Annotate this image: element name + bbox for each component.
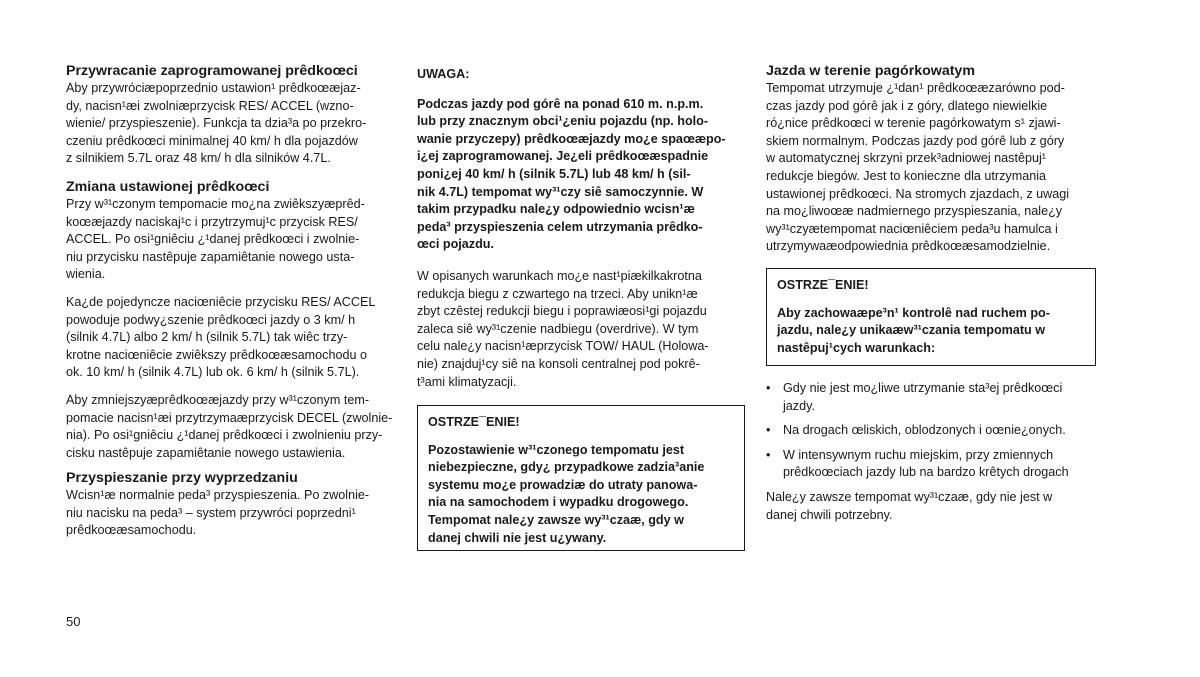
paragraph-decrease-speed: Aby zmniejszyæprêdkoœæjazdy przy w³¹czonym tem- pomacie nacisn¹æi przytrzymaæprzycisk DECEL (zwolnie- nia). Po osi¹gniêciu ¿¹danej prêdkoœci i zwolnieniu przy- cisku nastêpuje zapamiêtanie nowego ustawienia. (66, 392, 393, 460)
page-number: 50 (66, 614, 81, 629)
warning-text: Pozostawienie w³¹czonego tempomatu jest niebezpieczne, gdy¿ przypadkowe zadzia³anie systemu mo¿e prowadziæ do utraty panowa- nia na samochodem i wypadku drogowego. Tempomat nale¿y zawsze wy³¹czaæ, gdy w danej chwili nie jest u¿ywany. (428, 442, 705, 545)
warning-box (417, 405, 745, 551)
note-text: Podczas jazdy pod górê na ponad 610 m. n.p.m. lub przy znacznym obci¹¿eniu pojazdu (np. holo- wanie przyczepy) prêdkoœæjazdy mo¿e spaœæpo- i¿ej zaprogramowanej. Je¿eli prêdkoœæspadnie poni¿ej 40 km/ h (silnik 5.7L) lub 48 km/ h (sil- nik 4.7L) tempomat wy³¹czy siê samoczynnie. W takim przypadku nale¿y odpowiednio wcisn¹æ peda³ przyspieszenia celem utrzymania prêdko- œci pojazdu. (417, 96, 726, 252)
list-item: • W intensywnym ruchu miejskim, przy zmiennych prêdkoœciach jazdy lub na bardzo krêtych drogach (766, 447, 1069, 480)
warning-title-conditions: OSTRZE¯ENIE! (777, 277, 869, 292)
paragraph-increment-speed: Ka¿de pojedyncze naciœniêcie przycisku RES/ ACCEL powoduje podwy¿szenie prêdkoœci jazdy o 3 km/ h (silnik 4.7L) albo 2 km/ h (silnik 5.7L) tak wiêc trzy- krotne naciœniêcie zwiêkszy prêdkoœæsamochodu o ok. 10 km/ h (silnik 4.7L) lub ok. 6 km/ h (silnik 5.7L). (66, 294, 376, 380)
paragraph-disable-tempomat: Nale¿y zawsze tempomat wy³¹czaæ, gdy nie jest w danej chwili potrzebny. (766, 489, 1053, 522)
conditions-list (766, 380, 1096, 482)
paragraph-tow-haul: W opisanych warunkach mo¿e nast¹piækilkakrotna redukcja biegu z czwartego na trzeci. Aby unikn¹æ zbyt czêstej redukcji biegu i poprawiæosi¹gi pojazdu zaleca siê wy³¹czenie nadbiegu (overdrive). W tym celu nale¿y nacisn¹æprzycisk TOW/ HAUL (Holowa- nie) znajduj¹cy siê na konsoli centralnej pod pokrê- t³ami klimatyzacji. (417, 268, 709, 389)
column-middle (417, 62, 745, 551)
list-item: • Gdy nie jest mo¿liwe utrzymanie sta³ej prêdkoœci jazdy. (766, 380, 1063, 413)
section-title-overtaking: Przyspieszanie przy wyprzedzaniu (66, 470, 298, 487)
paragraph-overtaking: Wcisn¹æ normalnie peda³ przyspieszenia. Po zwolnie- niu nacisku na peda³ – system przywróci poprzedni¹ prêdkoœæsamochodu. (66, 488, 370, 538)
column-right (766, 62, 1096, 524)
paragraph-hilly-terrain: Tempomat utrzymuje ¿¹dan¹ prêdkoœæzarówno pod- czas jazdy pod górê jak i z góry, dlatego niewielkie ró¿nice prêdkoœci w terenie pagórkowatym s¹ zjawi- skiem normalnym. Podczas jazdy pod górê lub z góry w automatycznej skrzyni przek³adniowej nastêpuj¹ redukcje biegów. Jest to konieczne dla utrzymania ustawionej prêdkoœci. Na stromych zjazdach, z uwagi na mo¿liwoœæ nadmiernego przyspieszania, nale¿y wy³¹czyætempomat naciœniêciem peda³u hamulca i utrzymywaæodpowiednia prêdkoœæsamodzielnie. (766, 81, 1070, 254)
list-item: • Na drogach œliskich, oblodzonych i oœnie¿onych. (766, 422, 1096, 440)
paragraph-restore-speed: Aby przywróciæpoprzednio ustawion¹ prêdkoœæjaz- dy, nacisn¹æi zwolniæprzycisk RES/ ACCEL (wzno- wienie/ przyspieszenie). Funkcja ta dzia³a po przekro- czeniu prêdkoœci minimalnej 40 km/ h dla pojazdów z silnikiem 5.7L oraz 48 km/ h dla silników 4.7L. (66, 81, 367, 166)
bullet-icon: • (766, 447, 771, 462)
column-left (66, 62, 396, 540)
warning-box-conditions (766, 268, 1096, 366)
section-title-restore-speed: Przywracanie zaprogramowanej prêdkoœci (66, 63, 358, 79)
paragraph-increase-speed: Przy w³¹czonym tempomacie mo¿na zwiêkszyæprêd- koœæjazdy naciskaj¹c i przytrzymuj¹c przycisk RES/ ACCEL. Po osi¹gniêciu ¿¹danej prêdkoœci i zwolnie- niu przycisku nastêpuje zapamiêtanie nowego usta- wienia. (66, 196, 365, 282)
section-title-change-speed: Zmiana ustawionej prêdkoœci (66, 178, 270, 195)
bullet-icon: • (766, 423, 771, 438)
section-title-hilly-terrain: Jazda w terenie pagórkowatym (766, 63, 975, 79)
bullet-icon: • (766, 380, 771, 395)
warning-title: OSTRZE¯ENIE! (428, 415, 520, 430)
warning-text-conditions: Aby zachowaæpe³n¹ kontrolê nad ruchem po- jazdu, nale¿y unikaæw³¹czania tempomatu w nastêpuj¹cych warunkach: (777, 305, 1050, 355)
note-title: UWAGA: (417, 67, 470, 81)
